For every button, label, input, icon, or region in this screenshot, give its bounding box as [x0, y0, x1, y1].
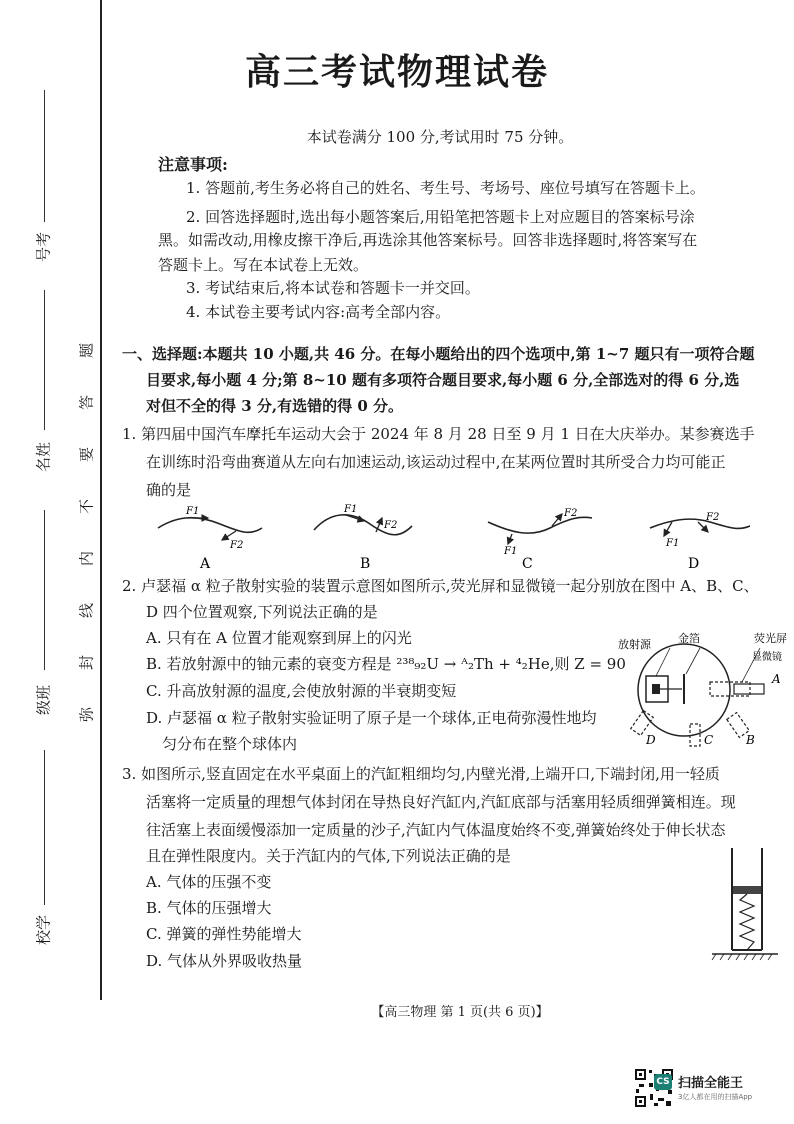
- school-field[interactable]: [44, 750, 45, 905]
- question-3-text: 3. 如图所示,竖直固定在水平桌面上的汽缸粗细均匀,内壁光滑,上端开口,下端封闭,用一轻质: [122, 765, 720, 783]
- q3-option-a[interactable]: A. 气体的压强不变: [146, 873, 272, 891]
- page-title: 高三考试物理试卷: [244, 51, 549, 93]
- force-label: F2: [230, 540, 244, 551]
- question-1-text: 在训练时沿弯曲赛道从左向右加速运动,该运动过程中,在某两位置时其所受合力均可能正: [146, 453, 726, 471]
- exam-no-field[interactable]: [44, 90, 45, 222]
- section-heading: 目要求,每小题 4 分;第 8~10 题有多项符合题目要求,每小题 6 分,全部选对的得 6 分,选: [146, 371, 740, 389]
- seal-char: 弥: [77, 707, 96, 723]
- question-1-text: 1. 第四届中国汽车摩托车运动大会于 2024 年 8 月 28 日至 9 月 1 日在大庆举办。某参赛选手: [122, 425, 755, 443]
- question-2-text: D 四个位置观察,下列说法正确的是: [146, 603, 378, 621]
- label-screen: 荧光屏: [754, 632, 787, 645]
- name-field[interactable]: [44, 290, 45, 430]
- scanner-tagline: 3亿人都在用的扫描App: [678, 1093, 753, 1101]
- q3-cylinder-figure: [700, 846, 780, 966]
- section-heading: 一、选择题:本题共 10 小题,共 46 分。在每小题给出的四个选项中,第 1~7 题只有一项符合题: [122, 345, 755, 363]
- notice-item: 黑。如需改动,用橡皮擦干净后,再选涂其他答案标号。回答非选择题时,将答案写在: [158, 231, 698, 249]
- notice-title: 注意事项:: [158, 155, 228, 174]
- q2-option-d-cont: 匀分布在整个球体内: [162, 735, 298, 753]
- q3-option-b[interactable]: B. 气体的压强增大: [146, 899, 272, 917]
- force-label: F1: [504, 546, 518, 557]
- q1-option-c-diagram[interactable]: [488, 508, 592, 572]
- force-label: F2: [564, 508, 578, 519]
- exam-info: 本试卷满分 100 分,考试用时 75 分钟。: [306, 128, 574, 146]
- svg-text:F1: [503, 546, 517, 557]
- notice-item: 1. 答题前,考生务必将自己的姓名、考生号、考场号、座位号填写在答题卡上。: [186, 179, 705, 197]
- option-label-c: C: [522, 556, 533, 572]
- seal-char: 题: [77, 343, 96, 359]
- q3-option-c[interactable]: C. 弹簧的弹性势能增大: [146, 925, 302, 943]
- q2-option-b[interactable]: B. 若放射源中的铀元素的衰变方程是 ²³⁸₉₂U → ᴬ₂Th + ⁴₂He,则 Z = 90: [146, 655, 626, 673]
- force-label: F2: [384, 520, 398, 531]
- q2-option-c[interactable]: C. 升高放射源的温度,会使放射源的半衰期变短: [146, 682, 457, 700]
- q1-option-b-diagram[interactable]: [314, 504, 412, 572]
- svg-text:F1: [343, 504, 357, 515]
- scanner-logo-icon: CS: [654, 1074, 672, 1090]
- q1-option-a-diagram[interactable]: [158, 506, 262, 572]
- label-b: B: [746, 733, 755, 747]
- svg-text:F2: [705, 512, 719, 523]
- q1-option-d-diagram[interactable]: [650, 512, 750, 572]
- force-label: F1: [666, 538, 680, 549]
- binding-margin: [0, 0, 108, 1000]
- svg-text:F1: [185, 506, 199, 517]
- q2-figure: [612, 628, 792, 748]
- label-source: 放射源: [618, 638, 651, 651]
- svg-text:F2: [383, 520, 397, 531]
- force-label: F2: [706, 512, 720, 523]
- question-3-text: 往活塞上表面缓慢添加一定质量的沙子,汽缸内气体温度始终不变,弹簧始终处于伸长状态: [146, 821, 726, 839]
- notice-item: 2. 回答选择题时,选出每小题答案后,用铅笔把答题卡上对应题目的答案标号涂: [186, 208, 695, 226]
- label-foil: 金箔: [678, 632, 700, 645]
- scanner-brand: 扫描全能王: [678, 1076, 744, 1091]
- seal-char: 线: [77, 603, 96, 619]
- seal-char: 答: [77, 395, 96, 411]
- section-heading: 对但不全的得 3 分,有选错的得 0 分。: [146, 397, 403, 415]
- q1-figure: [150, 502, 750, 574]
- option-label-b: B: [360, 556, 371, 572]
- option-label-d: D: [688, 556, 700, 572]
- label-d: D: [646, 733, 656, 747]
- label-microscope: 显微镜: [752, 652, 782, 663]
- seal-char: 不: [77, 499, 96, 515]
- q3-option-d[interactable]: D. 气体从外界吸收热量: [146, 952, 303, 970]
- school-label: 学 校: [34, 915, 53, 946]
- force-label: F1: [344, 504, 358, 515]
- seal-char: 封: [77, 655, 96, 671]
- label-a: A: [772, 672, 781, 686]
- force-label: F1: [186, 506, 200, 517]
- notice-item: 4. 本试卷主要考试内容:高考全部内容。: [186, 303, 451, 321]
- q2-option-a[interactable]: A. 只有在 A 位置才能观察到屏上的闪光: [146, 629, 412, 647]
- question-1-text: 确的是: [146, 481, 192, 499]
- class-field[interactable]: [44, 510, 45, 670]
- option-label-a: A: [200, 556, 211, 572]
- seal-char: 要: [77, 447, 96, 463]
- exam-no-label: 考 号: [34, 232, 53, 263]
- seal-char: 内: [77, 551, 96, 567]
- name-label: 姓 名: [34, 442, 53, 473]
- notice-item: 3. 考试结束后,将本试卷和答题卡一并交回。: [186, 279, 480, 297]
- q2-option-d[interactable]: D. 卢瑟福 α 粒子散射实验证明了原子是一个球体,正电荷弥漫性地均: [146, 709, 597, 727]
- svg-text:F1: [665, 538, 679, 549]
- label-c: C: [704, 733, 714, 747]
- question-3-text: 且在弹性限度内。关于汽缸内的气体,下列说法正确的是: [146, 847, 511, 865]
- page-footer: 【高三物理 第 1 页(共 6 页)】: [371, 1005, 549, 1020]
- binding-line: [100, 0, 102, 1000]
- question-2-text: 2. 卢瑟福 α 粒子散射实验的装置示意图如图所示,荧光屏和显微镜一起分别放在图中 A、B、C、: [122, 577, 759, 595]
- question-3-text: 活塞将一定质量的理想气体封闭在导热良好汽缸内,汽缸底部与活塞用轻质细弹簧相连。现: [146, 793, 736, 811]
- notice-item: 答题卡上。写在本试卷上无效。: [158, 256, 369, 274]
- svg-text:F2: [229, 540, 243, 551]
- class-label: 班 级: [34, 685, 53, 716]
- svg-text:F2: [563, 508, 577, 519]
